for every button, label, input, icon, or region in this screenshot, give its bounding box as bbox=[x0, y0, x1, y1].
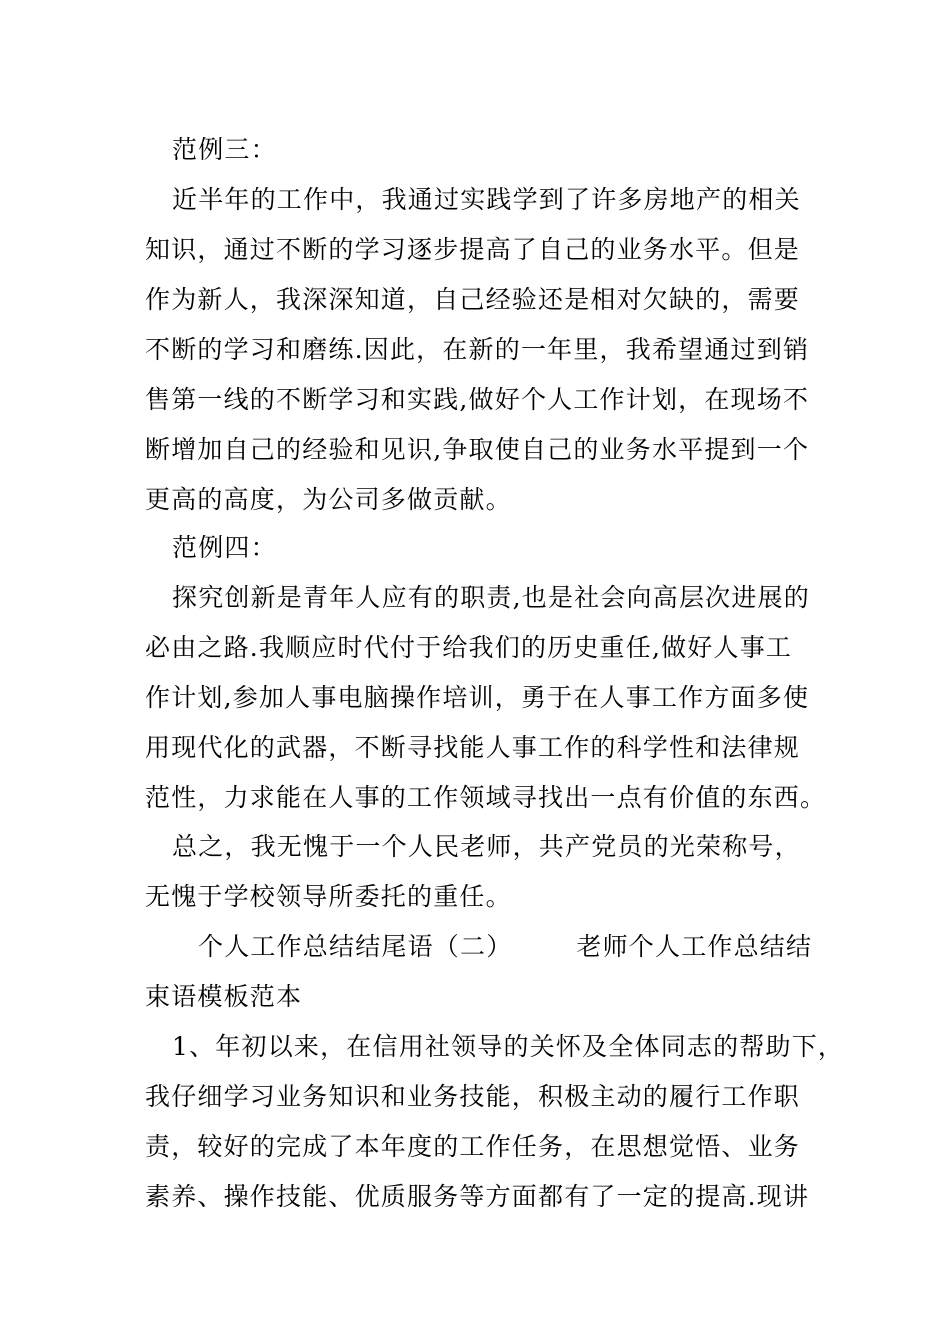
example3-label: 范例三： bbox=[172, 135, 277, 164]
item1-line-1: 1、年初以来，在信用社领导的关怀及全体同志的帮助下， bbox=[172, 1032, 845, 1061]
example3-line-3: 作为新人，我深深知道，自己经验还是相对欠缺的，需要 bbox=[145, 285, 801, 314]
conclusion-line-1: 总之，我无愧于一个人民老师，共产党员的光荣称号， bbox=[172, 832, 801, 861]
section-title-line-2: 束语模板范本 bbox=[145, 982, 303, 1011]
section-title-part-1: 个人工作总结结尾语（二） bbox=[198, 932, 513, 961]
example3-line-5: 售第一线的不断学习和实践,做好个人工作计划，在现场不 bbox=[145, 385, 810, 414]
example4-line-4: 用现代化的武器，不断寻找能人事工作的科学性和法律规 bbox=[145, 733, 801, 762]
item1-line-2: 我仔细学习业务知识和业务技能，积极主动的履行工作职 bbox=[145, 1082, 801, 1111]
example4-label: 范例四： bbox=[172, 533, 277, 562]
example3-line-1: 近半年的工作中，我通过实践学到了许多房地产的相关 bbox=[172, 185, 801, 214]
example3-line-2: 知识，通过不断的学习逐步提高了自己的业务水平。但是 bbox=[145, 235, 801, 264]
example3-line-7: 更高的高度，为公司多做贡献。 bbox=[145, 485, 512, 514]
item1-line-3: 责，较好的完成了本年度的工作任务，在思想觉悟、业务 bbox=[145, 1132, 801, 1161]
section-title-line-1 bbox=[198, 922, 813, 972]
example4-line-1: 探究创新是青年人应有的职责,也是社会向高层次进展的 bbox=[172, 583, 810, 612]
conclusion-line-2: 无愧于学校领导所委托的重任。 bbox=[145, 882, 512, 911]
example4-line-2: 必由之路.我顺应时代付于给我们的历史重任,做好人事工 bbox=[145, 633, 793, 662]
example3-line-4: 不断的学习和磨练.因此，在新的一年里，我希望通过到销 bbox=[145, 335, 810, 364]
item1-line-4: 素养、操作技能、优质服务等方面都有了一定的提高.现讲 bbox=[145, 1182, 810, 1211]
example4-line-5: 范性，力求能在人事的工作领域寻找出一点有价值的东西。 bbox=[145, 783, 827, 812]
section-title-part-2: 老师个人工作总结结 bbox=[576, 932, 813, 961]
example3-line-6: 断增加自己的经验和见识,争取使自己的业务水平提到一个 bbox=[145, 435, 810, 464]
example4-line-3: 作计划,参加人事电脑操作培训，勇于在人事工作方面多使 bbox=[145, 683, 810, 712]
